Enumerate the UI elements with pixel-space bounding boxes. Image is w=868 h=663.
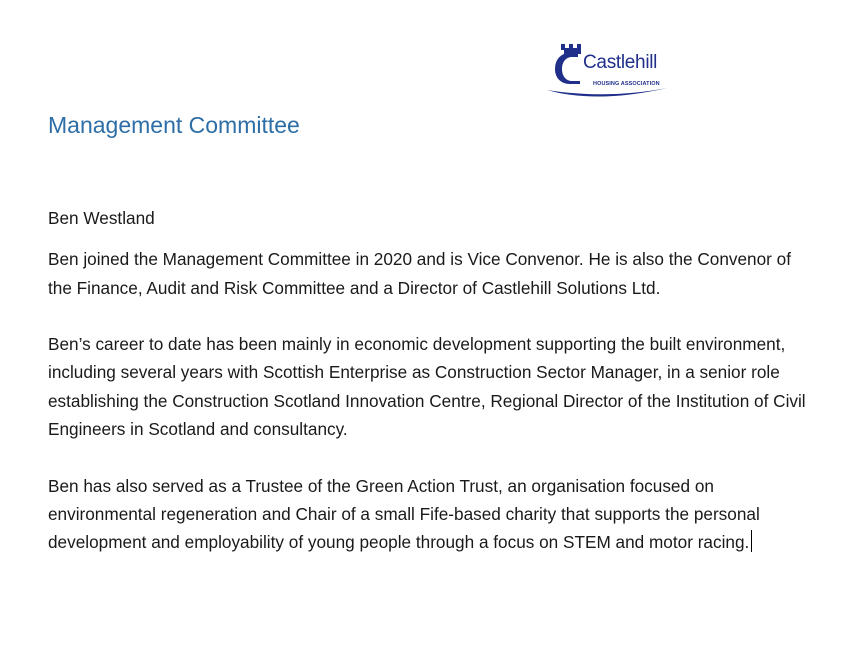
logo-tagline: HOUSING ASSOCIATION [593, 81, 660, 87]
bio-paragraph-3-text: Ben has also served as a Trustee of the Green Action Trust, an organisation focused on environmental regeneration and Chair of a small Fife-based charity that supports the personal development and employability of young people through a focus on STEM and motor racing. [48, 475, 760, 553]
castlehill-logo [545, 40, 671, 102]
paragraph-spacer [48, 443, 808, 471]
bio-paragraph-2: Ben’s career to date has been mainly in economic development supporting the built environment, including several years with Scottish Enterprise as Construction Sector Manager, in a senior role establishing the Construction Scotland Innovation Centre, Regional Director of the Institution of Civil Engineers in Scotland and consultancy. [48, 334, 806, 440]
logo-wordmark: Castlehill [583, 52, 658, 73]
paragraph-spacer [48, 302, 808, 330]
bio-paragraph-1: Ben joined the Management Committee in 2020 and is Vice Convenor. He is also the Convenor of the Finance, Audit and Risk Committee and a Director of Castlehill Solutions Ltd. [48, 249, 792, 298]
bio-paragraph-3 [48, 472, 808, 557]
text-cursor [751, 530, 752, 552]
member-name: Ben Westland [48, 208, 155, 228]
page-title: Management Committee [48, 112, 300, 138]
profile-content[interactable] [48, 204, 808, 557]
